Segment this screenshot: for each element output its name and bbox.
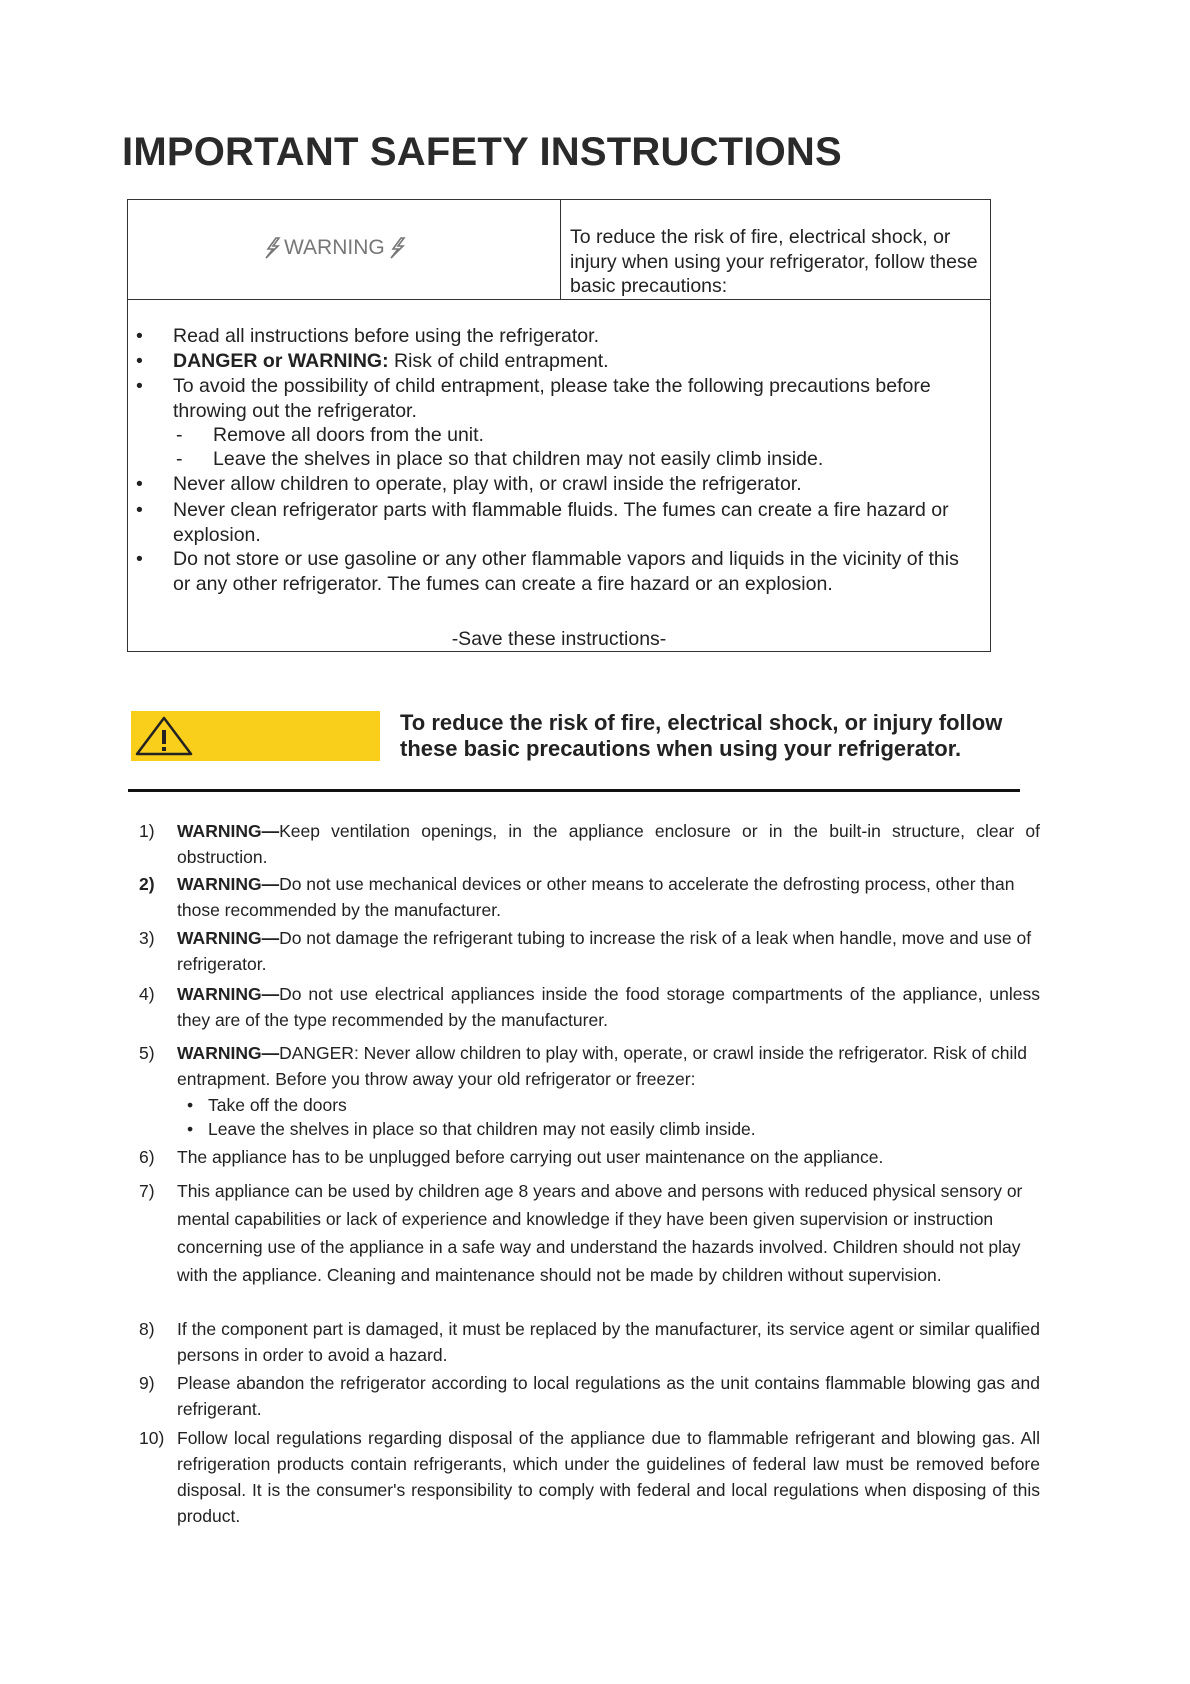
divider	[128, 789, 1020, 792]
list-item: 3) WARNING—Do not damage the refrigerant tubing to increase the risk of a leak when handle, move and use of refrigerator.	[139, 928, 1032, 974]
danger-label: DANGER or WARNING:	[173, 350, 389, 372]
list-item: • Do not store or use gasoline or any other flammable vapors and liquids in the vicinity of this or any other refrigerator. The fumes can create a fire hazard or an explosion.	[136, 548, 959, 595]
warning-box	[127, 199, 991, 652]
list-item: • To avoid the possibility of child entrapment, please take the following precautions before throwing out the refrigerator.	[136, 375, 931, 422]
caution-text: To reduce the risk of fire, electrical shock, or injury follow these basic precautions when using your refrigerator.	[400, 710, 1003, 761]
list-item: 9) Please abandon the refrigerator according to local regulations as the unit contains flammable blowing gas and refrigerant.	[139, 1373, 1040, 1419]
dash-item: - Remove all doors from the unit.	[176, 424, 484, 446]
caution-triangle-icon	[133, 715, 195, 757]
page-title: IMPORTANT SAFETY INSTRUCTIONS	[122, 130, 842, 174]
warning-label	[262, 236, 407, 260]
warning-intro: To reduce the risk of fire, electrical shock, or injury when using your refrigerator, follow these basic precautions:	[570, 226, 978, 297]
caution-bar	[131, 711, 380, 761]
warning-label-text: WARNING	[284, 236, 385, 259]
list-item: • DANGER or WARNING: Risk of child entrapment.	[136, 350, 609, 372]
save-instructions: -Save these instructions-	[451, 628, 667, 650]
list-item: 2) WARNING—Do not use mechanical devices or other means to accelerate the defrosting process, other than those recommended by the manufacturer.	[139, 874, 1015, 920]
list-item: 5) WARNING—DANGER: Never allow children to play with, operate, or crawl inside the refrigerator. Risk of child entrapment. Before you throw away your old refrigerator or freezer:	[139, 1043, 1028, 1089]
warning-box-header	[128, 200, 990, 300]
list-item: • Never allow children to operate, play with, or crawl inside the refrigerator.	[136, 473, 802, 495]
dash-item: - Leave the shelves in place so that children may not easily climb inside.	[176, 448, 824, 470]
list-item: 10) Follow local regulations regarding disposal of the appliance due to flammable refrigerant and blowing gas. All refrigeration products contain refrigerants, which under the guidelines of federal law must be removed before disposal. It is the consumer's responsibility to comply with federal and local regulations when disposing of this product.	[139, 1428, 1040, 1526]
list-item: 6) The appliance has to be unplugged before carrying out user maintenance on the appliance.	[139, 1147, 884, 1167]
warning-label-cell	[128, 200, 561, 299]
lightning-icon	[262, 237, 282, 259]
list-item: 7) This appliance can be used by children age 8 years and above and persons with reduced physical sensory or mental capabilities or lack of experience and knowledge if they have been given supervision or instruction concerning use of the appliance in a safe way and understand the hazards involved. Children should not play with the appliance. Cleaning and maintenance should not be made by children without supervision.	[139, 1181, 1023, 1285]
lightning-icon	[387, 237, 407, 259]
list-item: 1) WARNING—Keep ventilation openings, in the appliance enclosure or in the built-in structure, clear of obstruction.	[139, 821, 1040, 867]
list-item: 4) WARNING—Do not use electrical appliances inside the food storage compartments of the appliance, unless they are of the type recommended by the manufacturer.	[139, 984, 1040, 1030]
list-item: • Read all instructions before using the refrigerator.	[136, 325, 599, 347]
list-item: • Never clean refrigerator parts with flammable fluids. The fumes can create a fire hazard or explosion.	[136, 499, 949, 546]
sub-bullet: • Leave the shelves in place so that children may not easily climb inside.	[187, 1119, 756, 1139]
list-item: 8) If the component part is damaged, it must be replaced by the manufacturer, its service agent or similar qualified persons in order to avoid a hazard.	[139, 1319, 1040, 1365]
sub-bullet: • Take off the doors	[187, 1095, 347, 1115]
